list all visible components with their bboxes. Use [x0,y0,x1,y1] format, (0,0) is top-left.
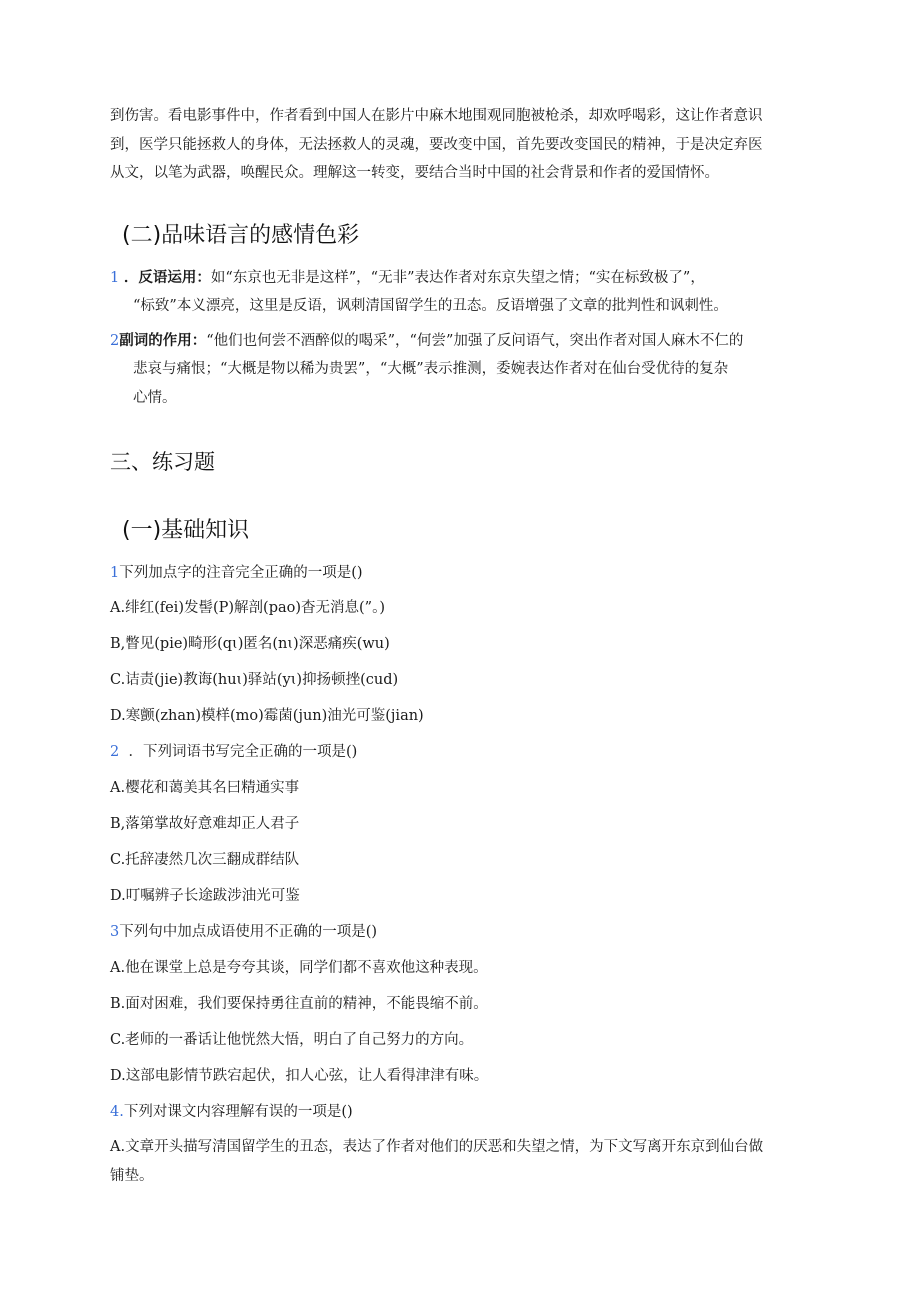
item-text: “他们也何尝不酒醉似的喝采”，“何尝”加强了反问语气，突出作者对国人麻木不仁的 [206,333,744,349]
question-2-option-b: B,落第掌故好意难却正人君子 [110,816,300,832]
question-text: 下列句中加点成语使用不正确的一项是() [119,924,378,940]
question-2-stem [110,742,357,762]
intro-line-1: 到伤害。看电影事件中，作者看到中国人在影片中麻木地围观同胞被枪杀，却欢呼喝彩，这让作者意识 [110,108,763,124]
language-item-1 [110,268,705,288]
question-3-option-a: A.他在课堂上总是夸夸其谈，同学们都不喜欢他这种表现。 [110,960,488,976]
language-item-2 [110,331,743,351]
question-number: 3 [110,924,120,940]
question-1-option-a: A.绯红(fei)发髻(P)解剖(pao)杳无消息(”。) [110,600,385,616]
item-number: 1 [110,270,120,286]
question-text: 下列加点字的注音完全正确的一项是() [119,565,363,581]
question-1-option-d: D.寒颤(zhan)模样(mo)霉菌(jun)油光可鉴(jian) [110,708,424,724]
question-2-option-c: C.托辞凄然几次三翻成群结队 [110,852,300,868]
question-1-option-c: C.诘责(jie)教诲(huɩ)驿站(yɩ)抑扬顿挫(cud) [110,672,399,688]
intro-line-2: 到，医学只能拯救人的身体，无法拯救人的灵魂，要改变中国，首先要改变国民的精神，于是决定弃医 [110,137,763,153]
question-1-stem [110,563,363,583]
intro-line-3: 从文，以笔为武器，唤醒民众。理解这一转变，要结合当时中国的社会背景和作者的爱国情怀。 [110,165,719,181]
question-number: 2 [110,744,120,760]
question-number: 4. [110,1104,124,1120]
question-2-option-a: A.樱花和蔼美其名曰精通实事 [110,780,300,796]
item-number: 2 [110,333,120,349]
question-number: 1 [110,565,120,581]
question-3-option-b: B.面对困难，我们要保持勇往直前的精神，不能畏缩不前。 [110,996,488,1012]
question-2-option-d: D.叮嘱辨子长途跋涉油光可鉴 [110,888,300,904]
question-3-stem [110,922,377,942]
question-text: 下列对课文内容理解有误的一项是() [123,1104,353,1120]
item-label: ．反语运用： [123,269,211,286]
section-heading-practice: 三、练习题 [110,450,215,474]
language-item-2-line-3: 心情。 [133,390,177,406]
question-4-option-a-cont: 铺垫。 [110,1168,154,1184]
item-label: 副词的作用： [119,332,207,349]
section-heading-language: (二)品味语言的感情色彩 [122,223,360,248]
subsection-heading-basics: (一)基础知识 [122,518,250,543]
question-4-stem [110,1102,353,1122]
item-text: 如“东京也无非是这样”，“无非”表达作者对东京失望之情；“实在标致极了”， [210,270,705,286]
question-3-option-d: D.这部电影情节跌宕起伏，扣人心弦，让人看得津津有味。 [110,1068,489,1084]
question-1-option-b: B,瞥见(pie)畸形(qɩ)匿名(nɩ)深恶痛疾(wu) [110,636,390,652]
language-item-1-line-2: “标致”本义漂亮，这里是反语，讽刺清国留学生的丑态。反语增强了文章的批判性和讽刺性。 [133,298,728,314]
language-item-2-line-2: 悲哀与痛恨；“大概是物以稀为贵罢”，“大概”表示推测，委婉表达作者对在仙台受优待的复杂 [133,361,729,377]
question-4-option-a: A.文章开头描写清国留学生的丑态，表达了作者对他们的厌恶和失望之情，为下文写离开东京到仙台做 [110,1139,764,1155]
question-text: ．下列词语书写完全正确的一项是() [128,744,358,760]
question-3-option-c: C.老师的一番话让他恍然大悟，明白了自己努力的方向。 [110,1032,474,1048]
